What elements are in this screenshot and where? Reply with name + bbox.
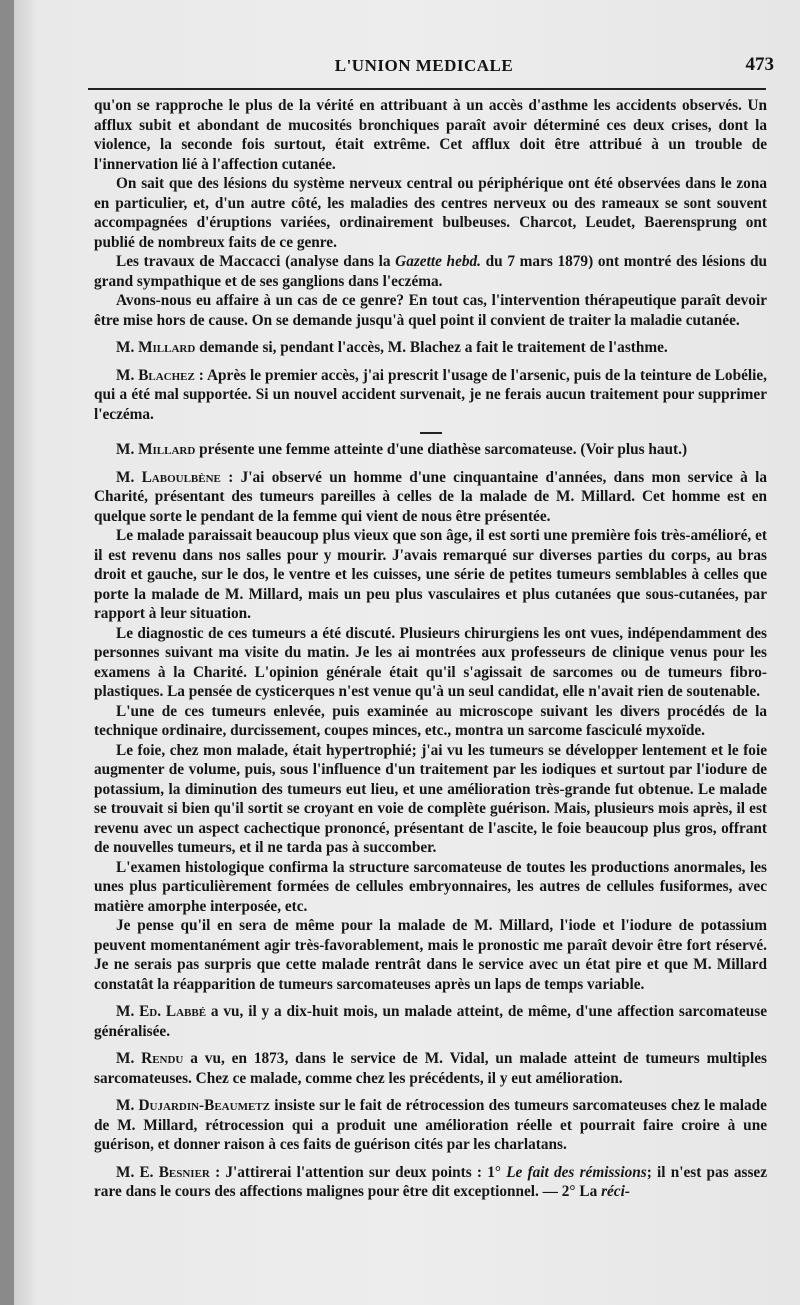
document-body	[94, 96, 767, 1202]
paragraph: M. Dujardin-Beaumetz insiste sur le fait de rétrocession des tumeurs sarcomateuses chez le malade de M. Millard, rétrocession qui a produit une amélioration réelle et pourrait faire croire à une guérison, et donner raison à ces faits de guérison cités par les charlatans.	[94, 1097, 767, 1153]
paragraph: M. Rendu a vu, en 1873, dans le service de M. Vidal, un malade atteint de tumeurs multiples sarcomateuses. Chez ce malade, comme chez les précédents, il y eut amélioration.	[94, 1050, 767, 1087]
paragraph: L'une de ces tumeurs enlevée, puis examinée au microscope suivant les divers procédés de la technique ordinaire, durcissement, coupes minces, etc., montra un sarcome fasciculé myxoïde.	[94, 702, 767, 739]
running-title: L'UNION MEDICALE	[334, 56, 514, 75]
speaker-name: M. Rendu	[116, 1050, 184, 1067]
speaker-name: M. Millard	[116, 441, 196, 458]
paragraph: M. Ed. Labbé a vu, il y a dix-huit mois, un malade atteint, de même, d'une affection sarcomateuse généralisée.	[94, 1003, 767, 1040]
paragraph: M. Millard présente une femme atteinte d'une diathèse sarcomateuse. (Voir plus haut.)	[116, 441, 688, 458]
page	[14, 0, 800, 1305]
speaker-name: M. E. Besnier	[116, 1163, 210, 1181]
paragraph: Le malade paraissait beaucoup plus vieux que son âge, il est sorti une première fois très-amélioré, et il est revenu dans nos salles pour y mourir. J'avais remarqué sur diverses parties du corps, au bras droit et gauche, sur le dos, le ventre et les cuisses, une série de petites tumeurs semblables à celles que porte la malade de M. Millard, mais un peu plus vasculaires et plus cutanées que sous-cutanées, par rapport à leur situation.	[94, 527, 767, 622]
page-header	[74, 52, 774, 82]
journal-title: Gazette hebd.	[395, 253, 481, 270]
section-separator	[420, 432, 442, 434]
paragraph: Je pense qu'il en sera de même pour la malade de M. Millard, l'iode et l'iodure de potassium peuvent momentanément agir très-favorablement, mais le pronostic me paraît devoir être fort réservé. Je ne serais pas surpris que cette malade rentrât dans le service avec un état pire et que M. Millard constatât la réapparition de tumeurs sarcomateuses après un laps de temps variable.	[94, 917, 767, 993]
paragraph: Le foie, chez mon malade, était hypertrophié; j'ai vu les tumeurs se développer lentement et le foie augmenter de volume, puis, sous l'influence d'un traitement par les iodiques et surtout par l'iodure de potassium, la diminution des tumeurs eut lieu, et une amélioration très-grande fut obtenue. Le malade se trouvait si bien qu'il sortit se croyant en voie de complète guérison. Mais, plusieurs mois après, il est revenu avec un aspect cachectique prononcé, présentant de l'ascite, le foie beaucoup plus gros, offrant de nouvelles tumeurs, et il ne tarda pas à succomber.	[94, 741, 767, 856]
paragraph: M. Laboulbène : J'ai observé un homme d'une cinquantaine d'années, dans mon service à la Charité, présentant des tumeurs pareilles à celles de la malade de M. Millard. Cet homme est en quelque sorte le pendant de la femme qui vient de nous être présentée.	[94, 468, 767, 525]
page-number: 473	[745, 54, 774, 75]
speaker-name: M. Laboulbène	[116, 468, 221, 486]
paragraph: M. Millard demande si, pendant l'accès, M. Blachez a fait le traitement de l'asthme.	[116, 339, 668, 356]
speaker-name: M. Ed. Labbé	[116, 1003, 207, 1020]
paragraph: Avons-nous eu affaire à un cas de ce genre? En tout cas, l'intervention thérapeutique paraît devoir être mise hors de cause. On se demande jusqu'à quel point il convient de traiter la maladie cutanée.	[94, 292, 767, 329]
speaker-name: M. Dujardin-Beaumetz	[116, 1097, 270, 1114]
paragraph: L'examen histologique confirma la structure sarcomateuse de toutes les productions anormales, les unes plus particulièrement formées de cellules embryonnaires, les autres de cellules fusiformes, avec matière amorphe interposée, etc.	[94, 858, 767, 915]
emphasis: Le fait des rémissions	[506, 1163, 647, 1181]
speaker-name: M. Millard	[116, 339, 196, 356]
paragraph: M. E. Besnier : J'attirerai l'attention sur deux points : 1° Le fait des rémissions; il n'est pas assez rare dans le cours des affections malignes pour être dit exceptionnel. — 2° La réci-	[94, 1163, 767, 1200]
paragraph: M. Blachez : Après le premier accès, j'ai prescrit l'usage de l'arsenic, puis de la teinture de Lobélie, qui a été mal supportée. Si un nouvel accident survenait, je ne ferais aucun traitement pour supprimer l'eczéma.	[94, 366, 767, 423]
emphasis: réci-	[601, 1183, 630, 1200]
paragraph: On sait que des lésions du système nerveux central ou périphérique ont été observées dans le zona en particulier, et, d'un autre côté, les maladies des centres nerveux ou des rameaux se sont souvent accompagnées d'éruptions variées, ordinairement bulbeuses. Charcot, Leudet, Baerensprung ont publié de nombreux faits de ce genre.	[94, 175, 767, 251]
speaker-name: M. Blachez	[116, 366, 195, 384]
paragraph: Les travaux de Maccacci (analyse dans la Gazette hebd. du 7 mars 1879) ont montré des lésions du grand sympathique et de ses ganglions dans l'eczéma.	[94, 253, 767, 290]
paragraph: qu'on se rapproche le plus de la vérité en attribuant à un accès d'asthme les accidents observés. Un afflux subit et abondant de mucosités bronchiques paraît avoir déterminé ces deux crises, dont la violence, la seconde fois surtout, était extrême. Cet afflux doit être attribué à un trouble de l'innervation lié à l'affection cutanée.	[94, 97, 767, 173]
header-rule	[88, 88, 766, 90]
paragraph: Le diagnostic de ces tumeurs a été discuté. Plusieurs chirurgiens les ont vues, indépendamment des personnes suivant ma visite du matin. Je les ai montrées aux professeurs de clinique venus pour les examens à la Charité. L'opinion générale était qu'il s'agissait de sarcomes ou de tumeurs fibro-plastiques. La pensée de cysticerques n'est venue qu'à un seul candidat, elle n'avait rien de soutenable.	[94, 624, 767, 700]
